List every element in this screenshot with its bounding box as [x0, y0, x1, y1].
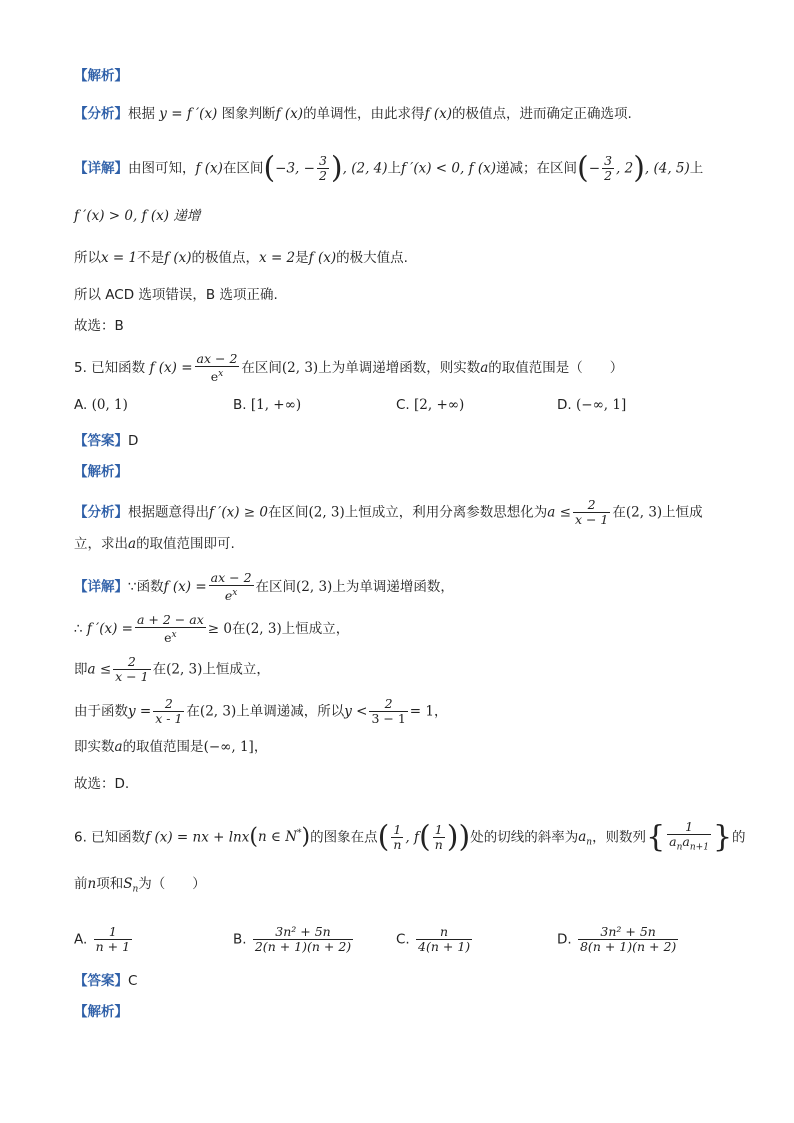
fraction — [433, 823, 445, 852]
math: −3, − — [275, 160, 315, 177]
text: 在区间 — [222, 160, 264, 177]
text: 的取值范围是 — [122, 739, 204, 755]
math: (2, 3) — [245, 621, 282, 638]
text: 递减；在区间 — [496, 160, 578, 177]
paren: ) — [633, 150, 645, 186]
text: 立，求出 — [74, 536, 128, 552]
q4-answer: 故选：B — [74, 318, 124, 334]
fraction — [369, 697, 407, 726]
analysis-label: 【分析】 — [74, 106, 128, 122]
math: (2, 3) — [625, 504, 663, 521]
math: ≥ 0 — [207, 621, 232, 638]
math: f (x) — [275, 106, 304, 122]
q5-stem — [74, 352, 623, 384]
label: C. — [396, 931, 410, 948]
fraction — [391, 823, 403, 852]
value: [2, +∞) — [414, 397, 465, 413]
label: A. — [74, 931, 88, 948]
text: 在区间 — [267, 504, 309, 521]
text: 在 — [231, 621, 246, 638]
denominator: $e^x$ — [164, 630, 177, 646]
math: y < — [344, 703, 368, 720]
text: 的极值点， — [191, 250, 260, 266]
text: 即实数 — [74, 739, 115, 755]
math: , 2 — [616, 160, 634, 177]
text: 上恒成立， — [202, 661, 270, 678]
text: 在区间 — [255, 579, 297, 596]
q5-detail-5 — [74, 737, 267, 757]
text: 即 — [74, 661, 88, 678]
math: f (x) — [195, 160, 223, 177]
text: ， — [253, 739, 268, 755]
numerator: 3n² + 5n — [578, 925, 678, 940]
analysis-label: 【分析】 — [74, 504, 128, 521]
text: 的极值点，进而确定正确选项. — [452, 106, 632, 122]
answer-value: C — [128, 973, 138, 989]
text: 上单调递减，所以 — [236, 703, 345, 720]
fraction — [317, 154, 329, 183]
text: 为（ ） — [138, 876, 206, 892]
paren: ( — [419, 819, 431, 855]
text: 是 — [295, 250, 309, 266]
q5-detail-3 — [74, 655, 270, 684]
brace: { — [646, 819, 666, 855]
fraction — [113, 655, 150, 684]
math: (2, 3) — [166, 661, 203, 678]
q6-option-b — [233, 925, 355, 954]
numerator: 1 — [667, 820, 711, 835]
q5-detail-1 — [74, 571, 454, 603]
text: 上 — [387, 160, 402, 177]
text: 图象判断 — [221, 106, 276, 122]
math: f (x) — [164, 250, 192, 266]
set-n: n ∈ N — [257, 829, 298, 846]
math: n ∈ N* — [257, 828, 302, 846]
denominator: $a_na_{n+1}$ — [669, 834, 709, 853]
denominator: 8(n + 1)(n + 2) — [579, 939, 677, 954]
denominator: n — [434, 836, 443, 852]
fraction — [602, 154, 614, 183]
label: B. — [233, 931, 247, 948]
numerator: 2 — [573, 498, 610, 513]
q5-option-b — [233, 395, 301, 415]
math: f ′(x) < 0, f (x) — [401, 160, 497, 177]
q5-final: 故选：D. — [74, 776, 130, 792]
math: a ≤ — [547, 504, 571, 521]
fraction — [578, 925, 678, 954]
q4-analysis — [74, 104, 632, 124]
text: 的单调性，由此求得 — [303, 106, 425, 122]
q5-option-c — [396, 395, 464, 415]
paren: ) — [330, 150, 343, 186]
text: 上 — [689, 160, 704, 177]
e: e — [164, 630, 172, 646]
numerator: 1 — [433, 823, 445, 838]
fraction — [573, 498, 610, 527]
fraction — [209, 571, 254, 603]
math: a ≤ — [87, 661, 112, 678]
label: D. — [557, 931, 572, 948]
paren: ( — [377, 819, 390, 855]
text: 根据题意得出 — [128, 504, 209, 521]
paren: ( — [249, 824, 258, 850]
math: (−∞, 1] — [203, 739, 254, 755]
numerator: 1 — [391, 823, 403, 838]
a: a — [578, 829, 587, 846]
math: = 1 — [409, 703, 434, 720]
text: 上恒成立， — [281, 621, 350, 638]
paren: ) — [301, 824, 311, 850]
math: (2, 3) — [296, 579, 333, 596]
text: 上恒成立，利用分离参数思想化为 — [344, 504, 548, 521]
math: , (2, 4) — [342, 160, 388, 177]
text: ， — [433, 703, 448, 720]
numerator: 3 — [318, 153, 327, 168]
numerator: 1 — [94, 925, 132, 940]
numerator: ax − 2 — [210, 570, 252, 585]
q4-line3 — [74, 248, 408, 268]
q6-option-d — [557, 925, 680, 954]
math: a — [480, 360, 489, 377]
numerator: 3 — [604, 153, 613, 168]
label: B. — [233, 397, 247, 413]
math: $a_n$ — [578, 829, 593, 848]
text: 在 — [152, 661, 167, 678]
q5-detail-4 — [74, 697, 447, 726]
math: y = — [128, 703, 152, 720]
numerator: 2 — [113, 655, 150, 670]
math: a — [128, 536, 137, 552]
value: (0, 1) — [91, 397, 128, 413]
denominator: n + 1 — [95, 939, 131, 954]
text: 上为单调递增函数，则实数 — [318, 360, 481, 377]
text: 由图可知， — [128, 160, 196, 177]
answer-value: D — [128, 433, 139, 449]
q4-detail-line2: f ′(x) > 0, f (x) 递增 — [74, 208, 201, 224]
answer-label: 【答案】 — [74, 433, 128, 449]
text: 6. 已知函数 — [74, 829, 146, 846]
denominator: $e^x$ — [224, 588, 238, 604]
math: n — [87, 876, 97, 892]
fraction — [153, 697, 184, 726]
text: 的取值范围即可. — [136, 536, 235, 552]
math: f (x) — [308, 250, 337, 266]
q5-answer — [74, 431, 138, 451]
q6-analysis-heading: 【解析】 — [74, 1004, 128, 1020]
math: x = 2 — [259, 250, 296, 266]
text: 上恒成 — [662, 504, 703, 521]
text: ∵函数 — [128, 579, 164, 596]
numerator: ax − 2 — [196, 351, 238, 366]
math: f ′(x) = — [86, 621, 133, 638]
denominator: x − 1 — [115, 669, 149, 684]
text: 根据 — [128, 106, 155, 122]
math: x = 1 — [101, 250, 138, 266]
q5-option-a — [74, 395, 128, 415]
q6-answer — [74, 971, 137, 991]
analysis-heading: 【解析】 — [74, 68, 128, 84]
math: − — [588, 160, 601, 177]
denominator: 4(n + 1) — [418, 939, 471, 954]
q5-fenxi-1 — [74, 498, 703, 527]
a: a — [669, 834, 677, 849]
math: (2, 3) — [308, 504, 345, 521]
e: e — [210, 369, 219, 385]
denominator: 2(n + 1)(n + 2) — [254, 939, 352, 954]
q4-line4: 所以 ACD 选项错误，B 选项正确. — [74, 287, 278, 303]
denominator: $e^x$ — [210, 369, 224, 385]
text: 的极大值点. — [336, 250, 408, 266]
text: 不是 — [137, 250, 165, 266]
fraction — [94, 925, 132, 954]
math: f (x) = nx + lnx — [145, 829, 250, 846]
label: D. — [557, 397, 572, 413]
denominator: x − 1 — [574, 512, 609, 527]
fraction — [667, 820, 711, 855]
q4-detail-line1 — [74, 150, 704, 186]
s: S — [123, 876, 133, 892]
answer-label: 【答案】 — [74, 973, 128, 989]
numerator: n — [416, 925, 472, 940]
value: [1, +∞) — [250, 397, 302, 413]
text: 5. 已知函数 — [74, 360, 146, 377]
denominator: 2 — [318, 168, 327, 183]
math: y = f ′(x) — [159, 106, 218, 122]
numerator: 2 — [153, 697, 184, 712]
text: 的 — [732, 829, 746, 846]
text: 的图象在点 — [310, 829, 378, 846]
math: , (4, 5) — [644, 160, 690, 177]
text: 前 — [74, 876, 88, 892]
numerator: 3n² + 5n — [253, 925, 353, 940]
math: f (x) — [424, 106, 452, 122]
text: 处的切线的斜率为 — [470, 829, 579, 846]
paren: )) — [446, 819, 471, 855]
fraction — [416, 925, 472, 954]
math: (2, 3) — [281, 360, 319, 377]
text: 上为单调递增函数， — [332, 579, 454, 596]
text: 的取值范围是（ ） — [488, 360, 624, 377]
brace: } — [712, 819, 733, 855]
detail-label: 【详解】 — [74, 160, 128, 177]
label: A. — [74, 397, 88, 413]
label: C. — [396, 397, 410, 413]
text: 项和 — [96, 876, 124, 892]
paren: ( — [577, 150, 589, 186]
math: , f — [405, 829, 419, 846]
text: 由于函数 — [74, 703, 128, 720]
q6-stem-2 — [74, 874, 206, 900]
q5-fenxi-2 — [74, 534, 235, 554]
q6-stem-1 — [74, 820, 746, 855]
q5-analysis-heading: 【解析】 — [74, 464, 128, 480]
fraction — [253, 925, 353, 954]
denominator: x - 1 — [155, 711, 183, 726]
text: 在 — [186, 703, 200, 720]
fraction — [195, 352, 240, 384]
denominator: 2 — [604, 168, 613, 183]
text: 所以 — [74, 250, 101, 266]
text: ，则数列 — [592, 829, 647, 846]
q6-option-a — [74, 925, 134, 954]
a: a — [682, 834, 690, 849]
text: ∴ — [74, 621, 87, 638]
numerator: 2 — [369, 697, 407, 712]
detail-label: 【详解】 — [74, 579, 128, 596]
value: (−∞, 1] — [575, 397, 627, 413]
text: 在 — [612, 504, 626, 521]
q5-detail-2 — [74, 613, 349, 645]
math: $S_n$ — [123, 876, 139, 895]
e: e — [224, 588, 233, 604]
denominator: 3 − 1 — [371, 711, 406, 726]
paren: ( — [263, 150, 276, 186]
numerator: a + 2 − ax — [137, 612, 204, 627]
math: f ′(x) ≥ 0 — [209, 504, 268, 521]
fraction — [135, 613, 206, 645]
math: f (x) = — [163, 579, 207, 596]
math: a — [114, 739, 123, 755]
q5-option-d — [557, 395, 626, 415]
q6-option-c — [396, 925, 474, 954]
text: 在区间 — [241, 360, 282, 377]
denominator: n — [393, 836, 402, 852]
math: (2, 3) — [199, 703, 237, 720]
math: f (x) = — [149, 360, 193, 377]
